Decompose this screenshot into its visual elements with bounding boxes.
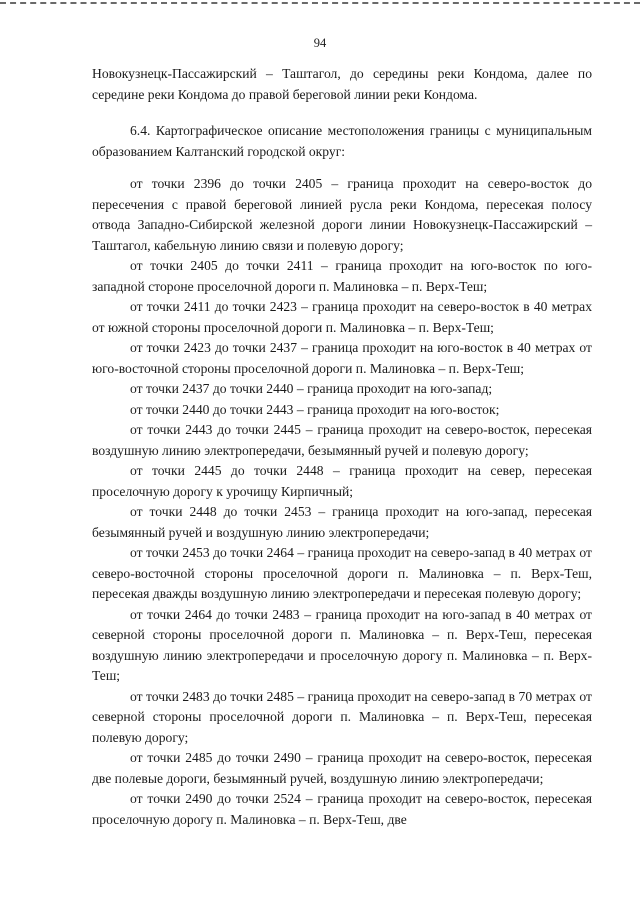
boundary-paragraph-3: от точки 2411 до точки 2423 – граница проходит на северо-восток в 40 метрах от южной стороны проселочной дороги п. Малиновка – п. Верх-Теш; <box>92 299 592 335</box>
document-body <box>92 64 592 830</box>
boundary-paragraph-11: от точки 2464 до точки 2483 – граница проходит на юго-запад в 40 метрах от северной стороны проселочной дороги п. Малиновка – п. Верх-Теш, пересекая воздушную линию электропередачи и проселочную дорогу п. Малиновка – п. Верх-Теш; <box>92 606 592 683</box>
boundary-paragraph-5: от точки 2437 до точки 2440 – граница проходит на юго-запад; <box>130 381 493 396</box>
boundary-paragraph-7: от точки 2443 до точки 2445 – граница проходит на северо-восток, пересекая воздушную линию электропередачи, безымянный ручей и полевую дорогу; <box>92 422 592 458</box>
boundary-paragraph-12: от точки 2483 до точки 2485 – граница проходит на северо-запад в 70 метрах от северной стороны проселочной дороги п. Малиновка – п. Верх-Теш, пересекая полевую дорогу; <box>92 688 592 745</box>
boundary-paragraph-13: от точки 2485 до точки 2490 – граница проходит на северо-восток, пересекая две полевые дороги, безымянный ручей, воздушную линию электропередачи; <box>92 750 592 786</box>
boundary-paragraph-10: от точки 2453 до точки 2464 – граница проходит на северо-запад в 40 метрах от северо-восточной стороны проселочной дороги п. Малиновка – п. Верх-Теш, пересекая дважды воздушную линию электропередачи и пересекая полевую дорогу; <box>92 545 592 601</box>
boundary-paragraph-9: от точки 2448 до точки 2453 – граница проходит на юго-запад, пересекая безымянный ручей и воздушную линию электропередачи; <box>92 504 592 540</box>
boundary-paragraph-2: от точки 2405 до точки 2411 – граница проходит на юго-восток по юго-западной стороне проселочной дороги п. Малиновка – п. Верх-Теш; <box>92 258 592 294</box>
boundary-paragraph-1: от точки 2396 до точки 2405 – граница проходит на северо-восток до пересечения с правой береговой линией русла реки Кондома, пересекая полосу отвода Западно-Сибирской железной дороги линии Новокузнецк-Пассажирский – Таштагол, кабельную линию связи и полевую дорогу; <box>92 176 592 253</box>
boundary-paragraph-14: от точки 2490 до точки 2524 – граница проходит на северо-восток, пересекая проселочную дорогу п. Малиновка – п. Верх-Теш, две <box>92 791 592 827</box>
section-heading: 6.4. Картографическое описание местоположения границы с муниципальным образованием Калтанский городской округ: <box>92 123 592 159</box>
intro-paragraph: Новокузнецк-Пассажирский – Таштагол, до середины реки Кондома, далее по середине реки Кондома до правой береговой линии реки Кондома. <box>92 66 592 102</box>
boundary-paragraph-4: от точки 2423 до точки 2437 – граница проходит на юго-восток в 40 метрах от юго-восточной стороны проселочной дороги п. Малиновка – п. Верх-Теш; <box>92 340 592 376</box>
boundary-paragraph-8: от точки 2445 до точки 2448 – граница проходит на север, пересекая проселочную дорогу к урочищу Кирпичный; <box>92 463 592 499</box>
scan-top-edge <box>0 2 640 4</box>
boundary-paragraph-6: от точки 2440 до точки 2443 – граница проходит на юго-восток; <box>130 401 500 417</box>
page-number: 94 <box>313 36 327 50</box>
